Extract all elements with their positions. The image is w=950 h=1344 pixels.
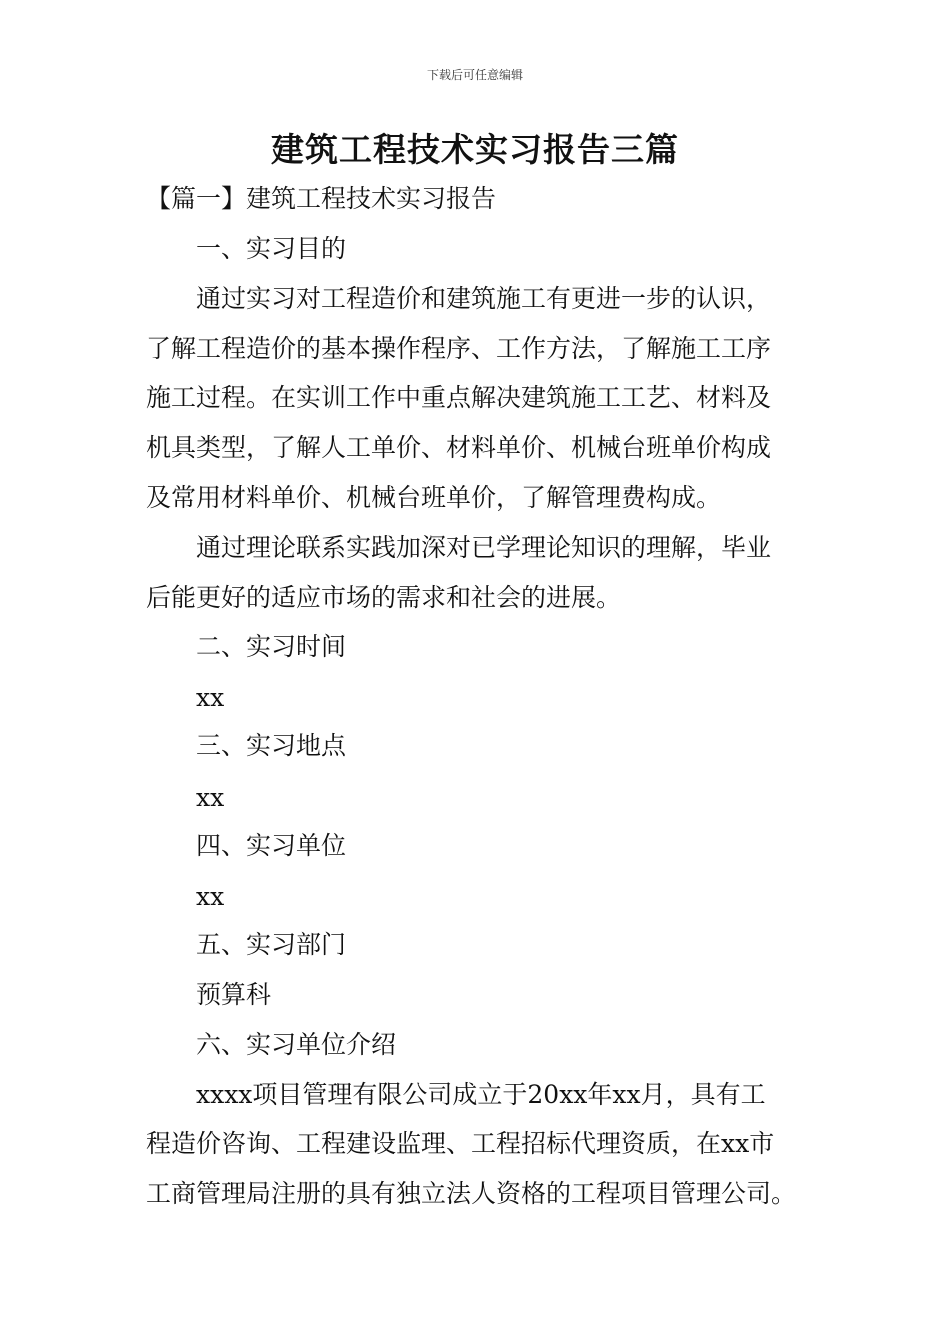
internship-unit-value: xx bbox=[196, 882, 225, 911]
document-title: 建筑工程技术实习报告三篇 bbox=[271, 130, 679, 169]
paragraph-line: 了解工程造价的基本操作程序、工作方法，了解施工工序 bbox=[146, 334, 772, 363]
heading-internship-unit: 四、实习单位 bbox=[196, 831, 347, 860]
heading-internship-department: 五、实习部门 bbox=[196, 930, 347, 959]
paragraph-line: 及常用材料单价、机械台班单价，了解管理费构成。 bbox=[146, 483, 722, 512]
section-heading-part-one: 【篇一】建筑工程技术实习报告 bbox=[146, 184, 497, 213]
paragraph-line: 施工过程。在实训工作中重点解决建筑施工工艺、材料及 bbox=[146, 383, 772, 412]
paragraph-line: 程造价咨询、工程建设监理、工程招标代理资质，在xx市 bbox=[146, 1129, 775, 1158]
internship-department-value: 预算科 bbox=[196, 980, 272, 1009]
internship-time-value: xx bbox=[196, 683, 225, 712]
download-note: 下载后可任意编辑 bbox=[426, 68, 523, 82]
paragraph-line: 机具类型，了解人工单价、材料单价、机械台班单价构成 bbox=[146, 433, 772, 462]
paragraph-line: 后能更好的适应市场的需求和社会的进展。 bbox=[146, 583, 622, 612]
paragraph-line: 工商管理局注册的具有独立法人资格的工程项目管理公司。 bbox=[146, 1179, 797, 1208]
heading-internship-purpose: 一、实习目的 bbox=[196, 234, 347, 263]
paragraph-line: 通过理论联系实践加深对已学理论知识的理解，毕业 bbox=[196, 533, 772, 562]
internship-location-value: xx bbox=[196, 783, 225, 812]
heading-internship-time: 二、实习时间 bbox=[196, 632, 347, 661]
paragraph-line: xxxx项目管理有限公司成立于20xx年xx月，具有工 bbox=[196, 1080, 766, 1109]
paragraph-line: 通过实习对工程造价和建筑施工有更进一步的认识， bbox=[196, 284, 772, 313]
heading-unit-introduction: 六、实习单位介绍 bbox=[196, 1030, 397, 1059]
heading-internship-location: 三、实习地点 bbox=[196, 731, 347, 760]
